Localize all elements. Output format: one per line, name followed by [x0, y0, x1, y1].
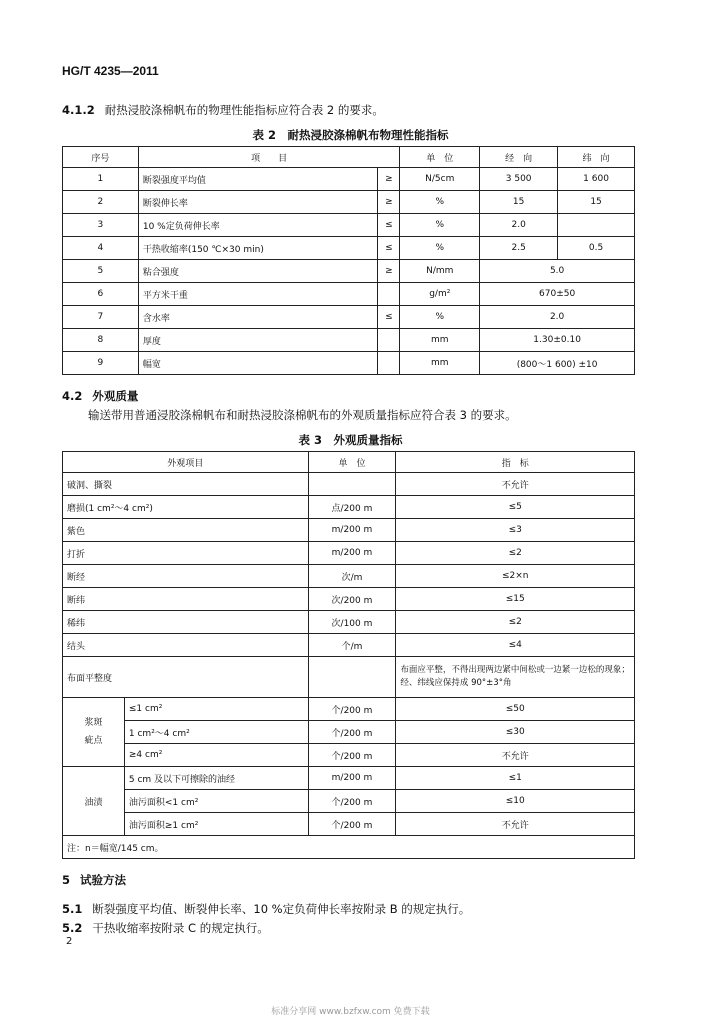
cell-index: ≤5 — [396, 496, 635, 519]
cell-symbol: ≤ — [378, 237, 400, 260]
cell-unit: 次/m — [308, 565, 396, 588]
cell-symbol — [378, 329, 400, 352]
cell-unit: 次/200 m — [308, 588, 396, 611]
cell-unit: mm — [400, 329, 480, 352]
cell-index: ≤30 — [396, 721, 635, 744]
col-weft: 纬 向 — [558, 147, 635, 168]
cell-warp: 3 500 — [480, 168, 558, 191]
cell-value: 5.0 — [480, 260, 635, 283]
cell-warp: 15 — [480, 191, 558, 214]
col-unit: 单 位 — [400, 147, 480, 168]
cell-item: 稀纬 — [63, 611, 309, 634]
cell-index: 布面应平整，不得出现两边紧中间松或一边紧一边松的现象；经、纬线应保持成 90°±3°角 — [396, 657, 635, 698]
cell-unit: 次/100 m — [308, 611, 396, 634]
section-5-heading — [62, 872, 136, 888]
section-title: 外观质量 — [92, 389, 139, 403]
table3-caption: 表 3 外观质量指标 — [298, 433, 403, 447]
cell-no: 3 — [63, 214, 139, 237]
table-row — [63, 260, 635, 283]
cell-item: 粘合强度 — [138, 260, 378, 283]
col-item: 项 目 — [138, 147, 399, 168]
cell-no: 6 — [63, 283, 139, 306]
cell-item: 含水率 — [138, 306, 378, 329]
cell-unit — [308, 473, 396, 496]
table3-header-row — [63, 452, 635, 473]
cell-unit: m/200 m — [308, 542, 396, 565]
table-row — [63, 306, 635, 329]
table-row — [63, 519, 635, 542]
cell-symbol: ≤ — [378, 306, 400, 329]
cell-value: 1.30±0.10 — [480, 329, 635, 352]
table-row-flatness — [63, 657, 635, 698]
cell-unit: g/m² — [400, 283, 480, 306]
table-row — [63, 214, 635, 237]
cell-no: 4 — [63, 237, 139, 260]
cell-index: ≤15 — [396, 588, 635, 611]
cell-item: 打折 — [63, 542, 309, 565]
cell-item: 破洞、撕裂 — [63, 473, 309, 496]
cell-item: 1 cm²～4 cm² — [124, 721, 308, 744]
cell-symbol: ≥ — [378, 168, 400, 191]
table-row — [63, 767, 635, 790]
cell-unit: m/200 m — [308, 767, 396, 790]
table-row — [63, 473, 635, 496]
table2-caption: 表 2 耐热浸胶涤棉帆布物理性能指标 — [252, 128, 449, 142]
cell-unit: 个/200 m — [308, 744, 396, 767]
section-5-2 — [62, 920, 269, 936]
col-index: 指 标 — [396, 452, 635, 473]
col-warp: 经 向 — [480, 147, 558, 168]
section-number: 4.2 — [62, 389, 83, 403]
cell-item: 幅宽 — [138, 352, 378, 375]
cell-unit: 点/200 m — [308, 496, 396, 519]
cell-unit: % — [400, 237, 480, 260]
cell-index: ≤2 — [396, 542, 635, 565]
col-unit: 单 位 — [308, 452, 396, 473]
cell-index: ≤10 — [396, 790, 635, 813]
group-oil: 油渍 — [63, 767, 125, 836]
cell-unit: N/5cm — [400, 168, 480, 191]
cell-item: 断裂伸长率 — [138, 191, 378, 214]
cell-item: 厚度 — [138, 329, 378, 352]
table-row — [63, 790, 635, 813]
cell-item: 布面平整度 — [63, 657, 309, 698]
section-number: 5.2 — [62, 921, 83, 935]
cell-index: 不允许 — [396, 473, 635, 496]
cell-index: ≤3 — [396, 519, 635, 542]
section-text: 断裂强度平均值、断裂伸长率、10 %定负荷伸长率按附录 B 的规定执行。 — [92, 902, 471, 916]
cell-item: 磨损(1 cm²～4 cm²) — [63, 496, 309, 519]
cell-item: 干热收缩率(150 ℃×30 min) — [138, 237, 378, 260]
cell-item: 10 %定负荷伸长率 — [138, 214, 378, 237]
table-row — [63, 352, 635, 375]
table-row — [63, 634, 635, 657]
cell-weft — [558, 214, 635, 237]
cell-item: 5 cm 及以下可擦除的油经 — [124, 767, 308, 790]
section-number: 4.1.2 — [62, 103, 95, 117]
table-row — [63, 496, 635, 519]
cell-no: 8 — [63, 329, 139, 352]
cell-item: ≥4 cm² — [124, 744, 308, 767]
section-4-1-2 — [62, 102, 384, 118]
cell-value: 670±50 — [480, 283, 635, 306]
cell-no: 5 — [63, 260, 139, 283]
table-row — [63, 721, 635, 744]
watermark: 标准分享网 www.bzfxw.com 免费下载 — [271, 1007, 430, 1017]
table-note-row — [63, 836, 635, 859]
section-number: 5.1 — [62, 902, 83, 916]
cell-no: 9 — [63, 352, 139, 375]
cell-index: ≤1 — [396, 767, 635, 790]
cell-value: 2.0 — [480, 306, 635, 329]
cell-unit: 个/200 m — [308, 790, 396, 813]
col-item: 外观项目 — [63, 452, 309, 473]
cell-item: 油污面积<1 cm² — [124, 790, 308, 813]
cell-index: ≤2 — [396, 611, 635, 634]
cell-item: 油污面积≥1 cm² — [124, 813, 308, 836]
cell-value: (800～1 600) ±10 — [480, 352, 635, 375]
cell-item: 平方米干重 — [138, 283, 378, 306]
table-row — [63, 565, 635, 588]
cell-index: ≤4 — [396, 634, 635, 657]
table-row — [63, 237, 635, 260]
cell-item: ≤1 cm² — [124, 698, 308, 721]
section-text: 耐热浸胶涤棉帆布的物理性能指标应符合表 2 的要求。 — [104, 103, 384, 117]
cell-warp: 2.0 — [480, 214, 558, 237]
cell-symbol: ≥ — [378, 191, 400, 214]
cell-unit: % — [400, 306, 480, 329]
cell-unit: % — [400, 191, 480, 214]
page-number: 2 — [66, 936, 73, 947]
cell-weft: 1 600 — [558, 168, 635, 191]
cell-symbol — [378, 283, 400, 306]
table-row — [63, 191, 635, 214]
table-row — [63, 542, 635, 565]
cell-weft: 15 — [558, 191, 635, 214]
table-row — [63, 588, 635, 611]
cell-unit: 个/200 m — [308, 698, 396, 721]
table-row — [63, 611, 635, 634]
section-text: 干热收缩率按附录 C 的规定执行。 — [92, 921, 269, 935]
table-note: 注：n＝幅宽/145 cm。 — [63, 836, 635, 859]
cell-index: 不允许 — [396, 744, 635, 767]
cell-unit: % — [400, 214, 480, 237]
cell-no: 2 — [63, 191, 139, 214]
cell-unit: 个/200 m — [308, 721, 396, 744]
table-row — [63, 744, 635, 767]
table-row — [63, 329, 635, 352]
cell-index: ≤2×n — [396, 565, 635, 588]
table2-header-row — [63, 147, 635, 168]
cell-unit: m/200 m — [308, 519, 396, 542]
standard-number: HG/T 4235—2011 — [62, 64, 159, 78]
cell-unit: 个/m — [308, 634, 396, 657]
section-4-2-text: 输送带用普通浸胶涤棉帆布和耐热浸胶涤棉帆布的外观质量指标应符合表 3 的要求。 — [88, 408, 517, 422]
table2 — [62, 146, 635, 375]
cell-warp: 2.5 — [480, 237, 558, 260]
table-row — [63, 168, 635, 191]
table-row — [63, 698, 635, 721]
cell-item: 结头 — [63, 634, 309, 657]
cell-item: 断纬 — [63, 588, 309, 611]
table3 — [62, 451, 635, 859]
cell-item: 断经 — [63, 565, 309, 588]
section-title: 试验方法 — [80, 873, 127, 887]
cell-item: 紫色 — [63, 519, 309, 542]
section-5-1 — [62, 901, 470, 917]
cell-symbol: ≥ — [378, 260, 400, 283]
table-row — [63, 283, 635, 306]
table-row — [63, 813, 635, 836]
section-number: 5 — [62, 873, 71, 887]
cell-no: 1 — [63, 168, 139, 191]
cell-weft: 0.5 — [558, 237, 635, 260]
cell-unit: N/mm — [400, 260, 480, 283]
cell-unit: mm — [400, 352, 480, 375]
cell-index: 不允许 — [396, 813, 635, 836]
cell-unit: 个/200 m — [308, 813, 396, 836]
col-no: 序号 — [63, 147, 139, 168]
cell-symbol — [378, 352, 400, 375]
cell-unit — [308, 657, 396, 698]
cell-index: ≤50 — [396, 698, 635, 721]
cell-item: 断裂强度平均值 — [138, 168, 378, 191]
cell-no: 7 — [63, 306, 139, 329]
group-spots: 浆斑 疵点 — [63, 698, 125, 767]
cell-symbol: ≤ — [378, 214, 400, 237]
section-4-2-heading — [62, 388, 148, 404]
